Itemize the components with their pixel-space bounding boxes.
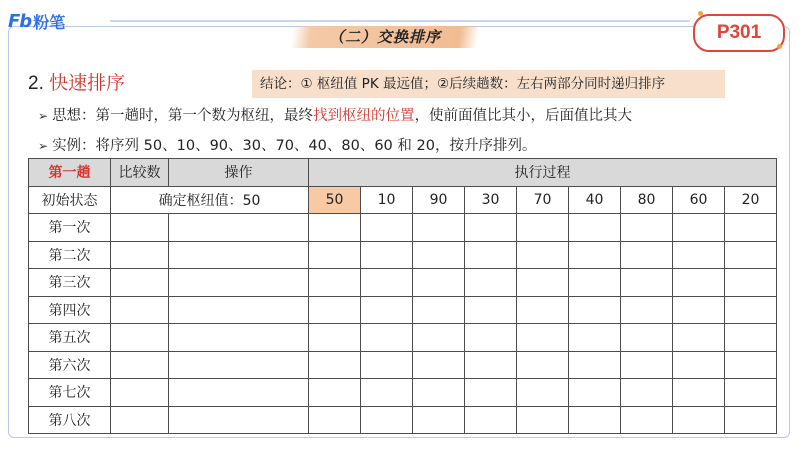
empty-cell [725, 324, 777, 352]
heading-number: 2. [28, 73, 44, 94]
value-cell: 20 [725, 186, 777, 214]
empty-cell [309, 351, 361, 379]
value-cell: 70 [517, 186, 569, 214]
empty-cell [673, 379, 725, 407]
row-label: 第四次 [29, 296, 111, 324]
badge-dot-icon [777, 44, 782, 49]
page-badge [693, 14, 785, 52]
empty-cell [309, 214, 361, 242]
value-cell: 80 [621, 186, 673, 214]
empty-cell [569, 241, 621, 269]
example-text: 实例：将序列 50、10、90、30、70、40、80、60 和 20，按升序排列。 [52, 138, 537, 154]
header-divider [110, 20, 690, 22]
header-pass: 第一趟 [29, 159, 111, 187]
empty-cell [517, 241, 569, 269]
empty-cell [111, 406, 169, 434]
value-cell-pivot: 50 [309, 186, 361, 214]
empty-cell [111, 214, 169, 242]
empty-cell [111, 379, 169, 407]
header-compare: 比较数 [111, 159, 169, 187]
empty-cell [621, 379, 673, 407]
value-cell: 60 [673, 186, 725, 214]
table-row [29, 379, 777, 407]
section-title: （二）交换排序 [328, 28, 441, 46]
table-row [29, 324, 777, 352]
empty-cell [465, 379, 517, 407]
arrow-bullet-icon: ➢ [38, 109, 49, 123]
row-label: 第六次 [29, 351, 111, 379]
empty-cell [169, 269, 309, 297]
conclusion-box: 结论：① 枢纽值 PK 最远值；②后续趟数：左右两部分同时递归排序 [252, 70, 725, 98]
table-row [29, 241, 777, 269]
empty-cell [517, 351, 569, 379]
empty-cell [725, 269, 777, 297]
empty-cell [361, 241, 413, 269]
empty-cell [465, 214, 517, 242]
row-label: 第一次 [29, 214, 111, 242]
empty-cell [309, 241, 361, 269]
initial-operation: 确定枢纽值：50 [111, 186, 309, 214]
empty-cell [465, 269, 517, 297]
empty-cell [673, 241, 725, 269]
empty-cell [413, 379, 465, 407]
table-row [29, 296, 777, 324]
empty-cell [465, 241, 517, 269]
empty-cell [517, 269, 569, 297]
table-row [29, 351, 777, 379]
empty-cell [673, 324, 725, 352]
initial-label: 初始状态 [29, 186, 111, 214]
empty-cell [673, 406, 725, 434]
empty-cell [569, 269, 621, 297]
logo-text: 粉笔 [33, 12, 66, 32]
empty-cell [465, 324, 517, 352]
empty-cell [621, 296, 673, 324]
empty-cell [361, 379, 413, 407]
value-cell: 90 [413, 186, 465, 214]
example-bullet [38, 134, 536, 155]
initial-state-row [29, 186, 777, 214]
empty-cell [517, 296, 569, 324]
row-label: 第八次 [29, 406, 111, 434]
empty-cell [673, 269, 725, 297]
empty-cell [465, 351, 517, 379]
value-cell: 40 [569, 186, 621, 214]
empty-cell [725, 379, 777, 407]
empty-cell [465, 406, 517, 434]
empty-cell [413, 241, 465, 269]
empty-cell [621, 351, 673, 379]
empty-cell [413, 351, 465, 379]
empty-cell [413, 214, 465, 242]
empty-cell [169, 296, 309, 324]
empty-cell [621, 269, 673, 297]
empty-cell [725, 296, 777, 324]
empty-cell [673, 214, 725, 242]
idea-suffix: ，使前面值比其小，后面值比其大 [414, 108, 633, 124]
empty-cell [621, 214, 673, 242]
empty-cell [725, 214, 777, 242]
empty-cell [569, 214, 621, 242]
empty-cell [569, 351, 621, 379]
empty-cell [169, 406, 309, 434]
row-label: 第三次 [29, 269, 111, 297]
empty-cell [361, 269, 413, 297]
empty-cell [169, 241, 309, 269]
empty-cell [569, 406, 621, 434]
table-row [29, 269, 777, 297]
empty-cell [169, 214, 309, 242]
empty-cell [111, 351, 169, 379]
table-row [29, 406, 777, 434]
empty-cell [361, 406, 413, 434]
empty-cell [413, 324, 465, 352]
empty-cell [725, 241, 777, 269]
logo-mark: Fb [8, 10, 32, 32]
empty-cell [517, 406, 569, 434]
empty-cell [517, 324, 569, 352]
empty-cell [169, 379, 309, 407]
value-cell: 10 [361, 186, 413, 214]
empty-cell [569, 296, 621, 324]
page-badge-label: P301 [716, 22, 762, 43]
header-operation: 操作 [169, 159, 309, 187]
heading-title: 快速排序 [49, 73, 126, 94]
arrow-bullet-icon: ➢ [38, 139, 49, 153]
empty-cell [169, 324, 309, 352]
row-label: 第七次 [29, 379, 111, 407]
empty-cell [413, 269, 465, 297]
table-header-row [29, 159, 777, 187]
empty-cell [621, 324, 673, 352]
quicksort-table [28, 158, 777, 434]
empty-cell [413, 406, 465, 434]
section-title-banner [290, 26, 479, 48]
empty-cell [569, 379, 621, 407]
empty-cell [111, 241, 169, 269]
empty-cell [465, 296, 517, 324]
empty-cell [309, 296, 361, 324]
empty-cell [361, 351, 413, 379]
idea-prefix: 思想：第一趟时，第一个数为枢纽，最终 [52, 108, 314, 124]
row-label: 第二次 [29, 241, 111, 269]
empty-cell [361, 296, 413, 324]
value-cell: 30 [465, 186, 517, 214]
empty-cell [361, 214, 413, 242]
empty-cell [621, 406, 673, 434]
empty-cell [517, 379, 569, 407]
empty-cell [413, 296, 465, 324]
empty-cell [309, 324, 361, 352]
empty-cell [725, 351, 777, 379]
empty-cell [361, 324, 413, 352]
header-process: 执行过程 [309, 159, 777, 187]
empty-cell [169, 351, 309, 379]
empty-cell [673, 296, 725, 324]
empty-cell [621, 241, 673, 269]
empty-cell [111, 269, 169, 297]
empty-cell [517, 214, 569, 242]
row-label: 第五次 [29, 324, 111, 352]
empty-cell [309, 379, 361, 407]
empty-cell [111, 296, 169, 324]
badge-dot-icon [698, 11, 703, 16]
table-row [29, 214, 777, 242]
brand-logo [8, 10, 65, 32]
empty-cell [309, 269, 361, 297]
idea-highlight: 找到枢纽的位置 [313, 108, 415, 124]
empty-cell [673, 351, 725, 379]
idea-bullet [38, 104, 632, 125]
empty-cell [569, 324, 621, 352]
empty-cell [111, 324, 169, 352]
empty-cell [725, 406, 777, 434]
empty-cell [309, 406, 361, 434]
page-heading [28, 68, 125, 95]
